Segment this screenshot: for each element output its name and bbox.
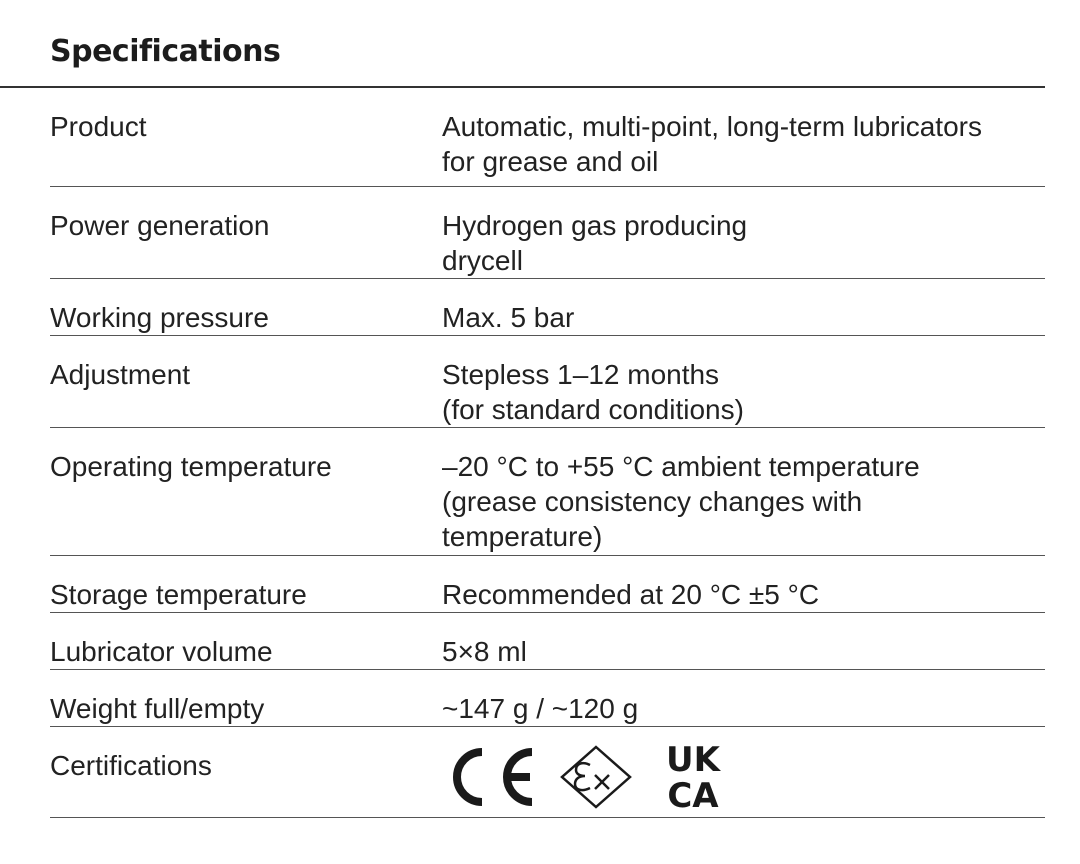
atex-ex-icon: [559, 744, 633, 810]
spec-value-line: Automatic, multi-point, long-term lubricators: [442, 111, 982, 142]
spec-label: Weight full/empty: [50, 693, 265, 724]
certification-marks: [442, 727, 1045, 817]
spec-label: Operating temperature: [50, 451, 332, 482]
spec-label: Lubricator volume: [50, 636, 273, 667]
spec-value: [442, 279, 1045, 335]
spec-label: Storage temperature: [50, 579, 307, 610]
spec-value-line: Hydrogen gas producing: [442, 210, 748, 241]
spec-value: [442, 556, 1045, 612]
spec-row-power-generation: [50, 187, 1045, 279]
spec-row-operating-temperature: [50, 428, 1045, 556]
spec-value-line: temperature): [442, 521, 603, 552]
page-title: Specifications: [50, 34, 281, 69]
ce-mark-icon: [442, 746, 537, 808]
spec-value-line: (grease consistency changes with: [442, 486, 863, 517]
spec-row-weight: [50, 670, 1045, 727]
spec-label: Certifications: [50, 750, 212, 781]
spec-value-line: drycell: [442, 245, 523, 276]
spec-value-line: Recommended at 20 °C ±5 °C: [442, 579, 820, 610]
spec-label: Working pressure: [50, 302, 269, 333]
spec-row-working-pressure: [50, 279, 1045, 336]
spec-value-line: –20 °C to +55 °C ambient temperature: [442, 451, 920, 482]
spec-row-certifications: [50, 727, 1045, 818]
ukca-line-2: CA: [667, 776, 719, 813]
spec-row-adjustment: [50, 336, 1045, 428]
spec-label: Power generation: [50, 210, 270, 241]
spec-value: [442, 336, 1045, 427]
spec-label: Adjustment: [50, 359, 191, 390]
spec-value-line: Stepless 1–12 months: [442, 359, 720, 390]
ukca-mark-icon: [655, 741, 731, 813]
spec-value-line: Max. 5 bar: [442, 302, 575, 333]
specifications-table: [50, 88, 1045, 818]
spec-label: Product: [50, 111, 147, 142]
spec-value: [442, 670, 1045, 726]
ukca-line-1: UK: [666, 741, 720, 780]
spec-value: [442, 88, 1045, 186]
spec-value-line: for grease and oil: [442, 146, 659, 177]
spec-value-line: 5×8 ml: [442, 636, 527, 667]
spec-row-storage-temperature: [50, 556, 1045, 613]
spec-value: [442, 613, 1045, 669]
spec-value: [442, 428, 1045, 555]
spec-row-product: [50, 88, 1045, 187]
spec-row-lubricator-volume: [50, 613, 1045, 670]
spec-value-line: ~147 g / ~120 g: [442, 693, 639, 724]
spec-value-line: (for standard conditions): [442, 394, 744, 425]
spec-value: [442, 187, 1045, 278]
